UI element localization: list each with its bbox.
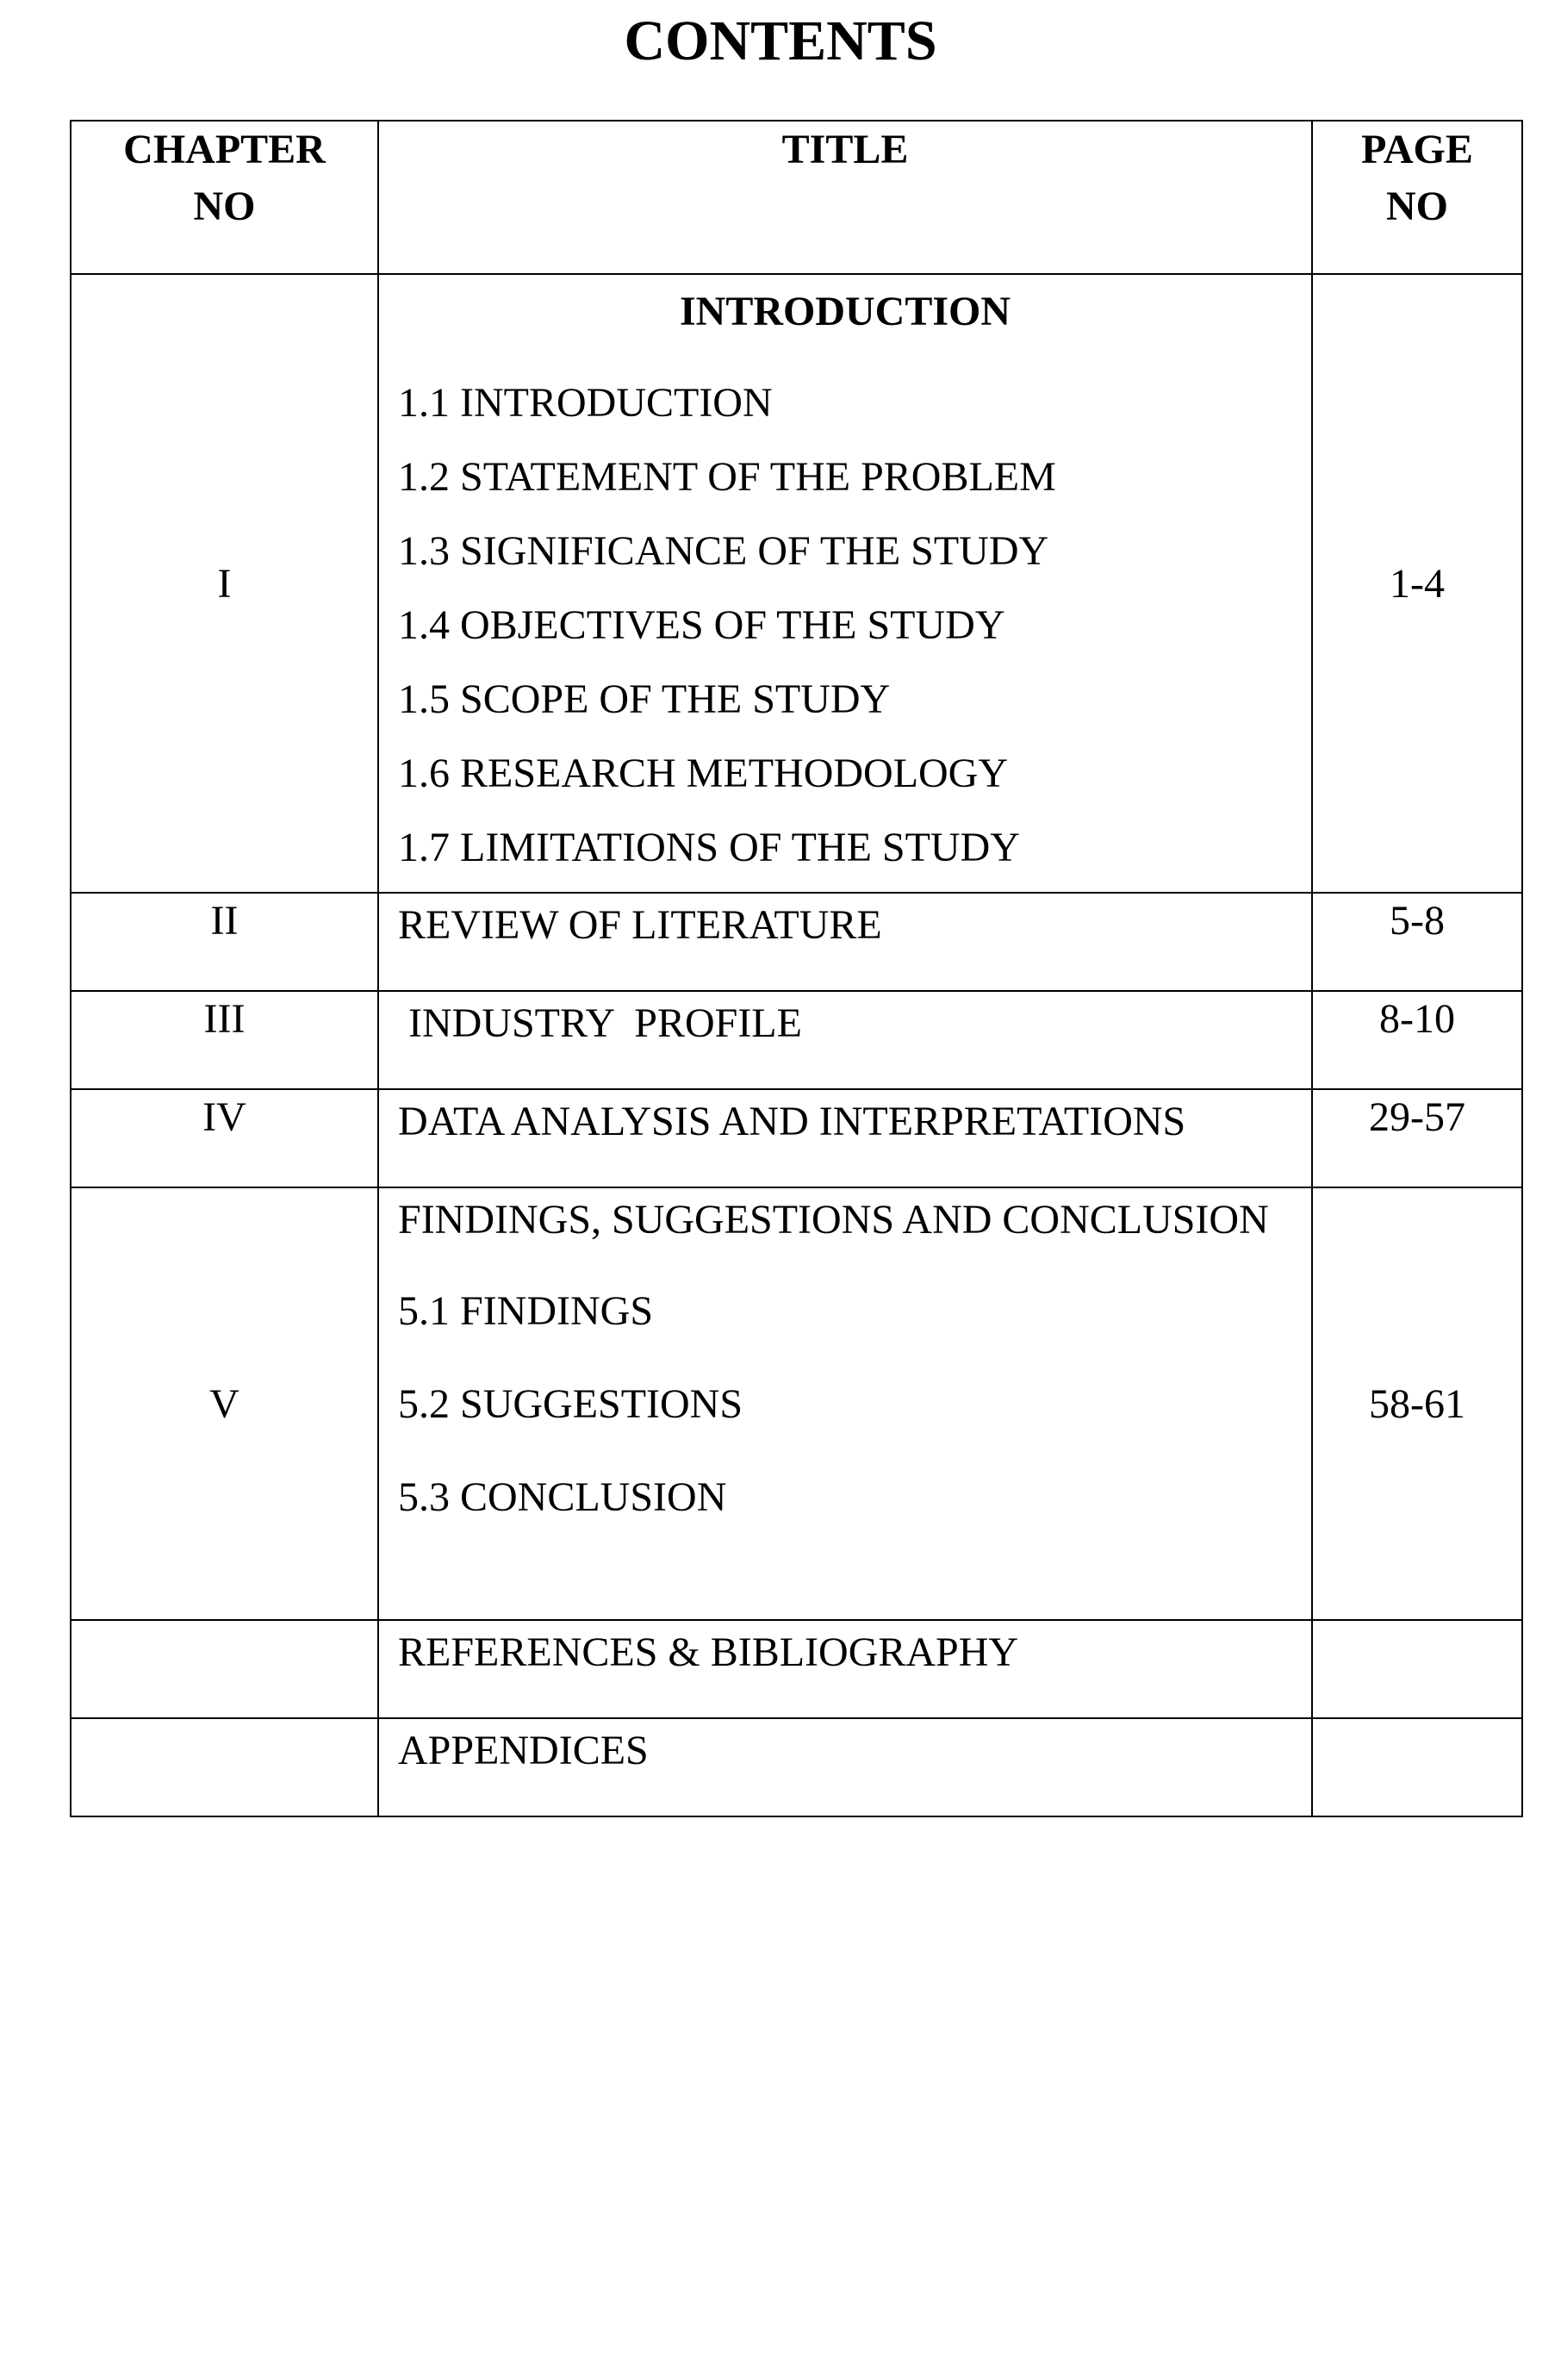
table-row-appendices: [71, 1718, 1522, 1816]
section-item: 5.3 CONCLUSION: [398, 1474, 727, 1520]
section-item: 1.6 RESEARCH METHODOLOGY: [398, 751, 1008, 796]
header-page-no: [1312, 121, 1522, 274]
section-item: 1.7 LIMITATIONS OF THE STUDY: [398, 825, 1020, 870]
chapter-number: III: [71, 991, 378, 1089]
page-title: CONTENTS: [624, 9, 937, 72]
table-row-references: [71, 1620, 1522, 1718]
page-range: 1-4: [1312, 274, 1522, 893]
section-list: [398, 1283, 1311, 1562]
table-row-chapter-3: [71, 991, 1522, 1089]
section-item: 5.2 SUGGESTIONS: [398, 1381, 743, 1427]
header-page-line-1: PAGE: [1361, 127, 1473, 172]
table-row-chapter-4: [71, 1089, 1522, 1187]
section-item: 1.4 OBJECTIVES OF THE STUDY: [398, 602, 1005, 648]
chapter-title: DATA ANALYSIS AND INTERPRETATIONS: [378, 1089, 1312, 1187]
chapter-number: V: [71, 1187, 378, 1620]
page-range: 8-10: [1312, 991, 1522, 1089]
page-range: 29-57: [1312, 1089, 1522, 1187]
table-header-row: [71, 121, 1522, 274]
header-chapter-no: [71, 121, 378, 274]
chapter-title: INDUSTRY PROFILE: [378, 991, 1312, 1089]
section-item: 1.2 STATEMENT OF THE PROBLEM: [398, 454, 1056, 500]
chapter-heading: INTRODUCTION: [679, 289, 1011, 334]
section-item: 1.5 SCOPE OF THE STUDY: [398, 676, 891, 722]
section-item: 5.1 FINDINGS: [398, 1288, 654, 1334]
header-chapter-line-1: CHAPTER: [123, 127, 326, 172]
page-range: [1312, 1718, 1522, 1816]
table-row-chapter-1: [71, 274, 1522, 893]
page-range: 5-8: [1312, 893, 1522, 991]
section-list: [398, 375, 1311, 876]
table-row-chapter-5: [71, 1187, 1522, 1620]
header-title: TITLE: [378, 121, 1312, 274]
chapter-number: IV: [71, 1089, 378, 1187]
header-chapter-line-2: NO: [193, 184, 256, 229]
table-row-chapter-2: [71, 893, 1522, 991]
chapter-title: REVIEW OF LITERATURE: [378, 893, 1312, 991]
page-range: 58-61: [1312, 1187, 1522, 1620]
chapter-number: I: [71, 274, 378, 893]
chapter-title-cell: [378, 274, 1312, 893]
chapter-number: [71, 1620, 378, 1718]
chapter-title-cell: [378, 1187, 1312, 1620]
section-item: 1.1 INTRODUCTION: [398, 380, 773, 426]
contents-table: [70, 120, 1523, 1817]
chapter-title: REFERENCES & BIBLIOGRAPHY: [378, 1620, 1312, 1718]
chapter-number: [71, 1718, 378, 1816]
chapter-heading: FINDINGS, SUGGESTIONS AND CONCLUSION: [398, 1197, 1269, 1243]
header-page-line-2: NO: [1386, 184, 1448, 229]
page-range: [1312, 1620, 1522, 1718]
chapter-number: II: [71, 893, 378, 991]
chapter-title: APPENDICES: [378, 1718, 1312, 1816]
section-item: 1.3 SIGNIFICANCE OF THE STUDY: [398, 528, 1049, 574]
